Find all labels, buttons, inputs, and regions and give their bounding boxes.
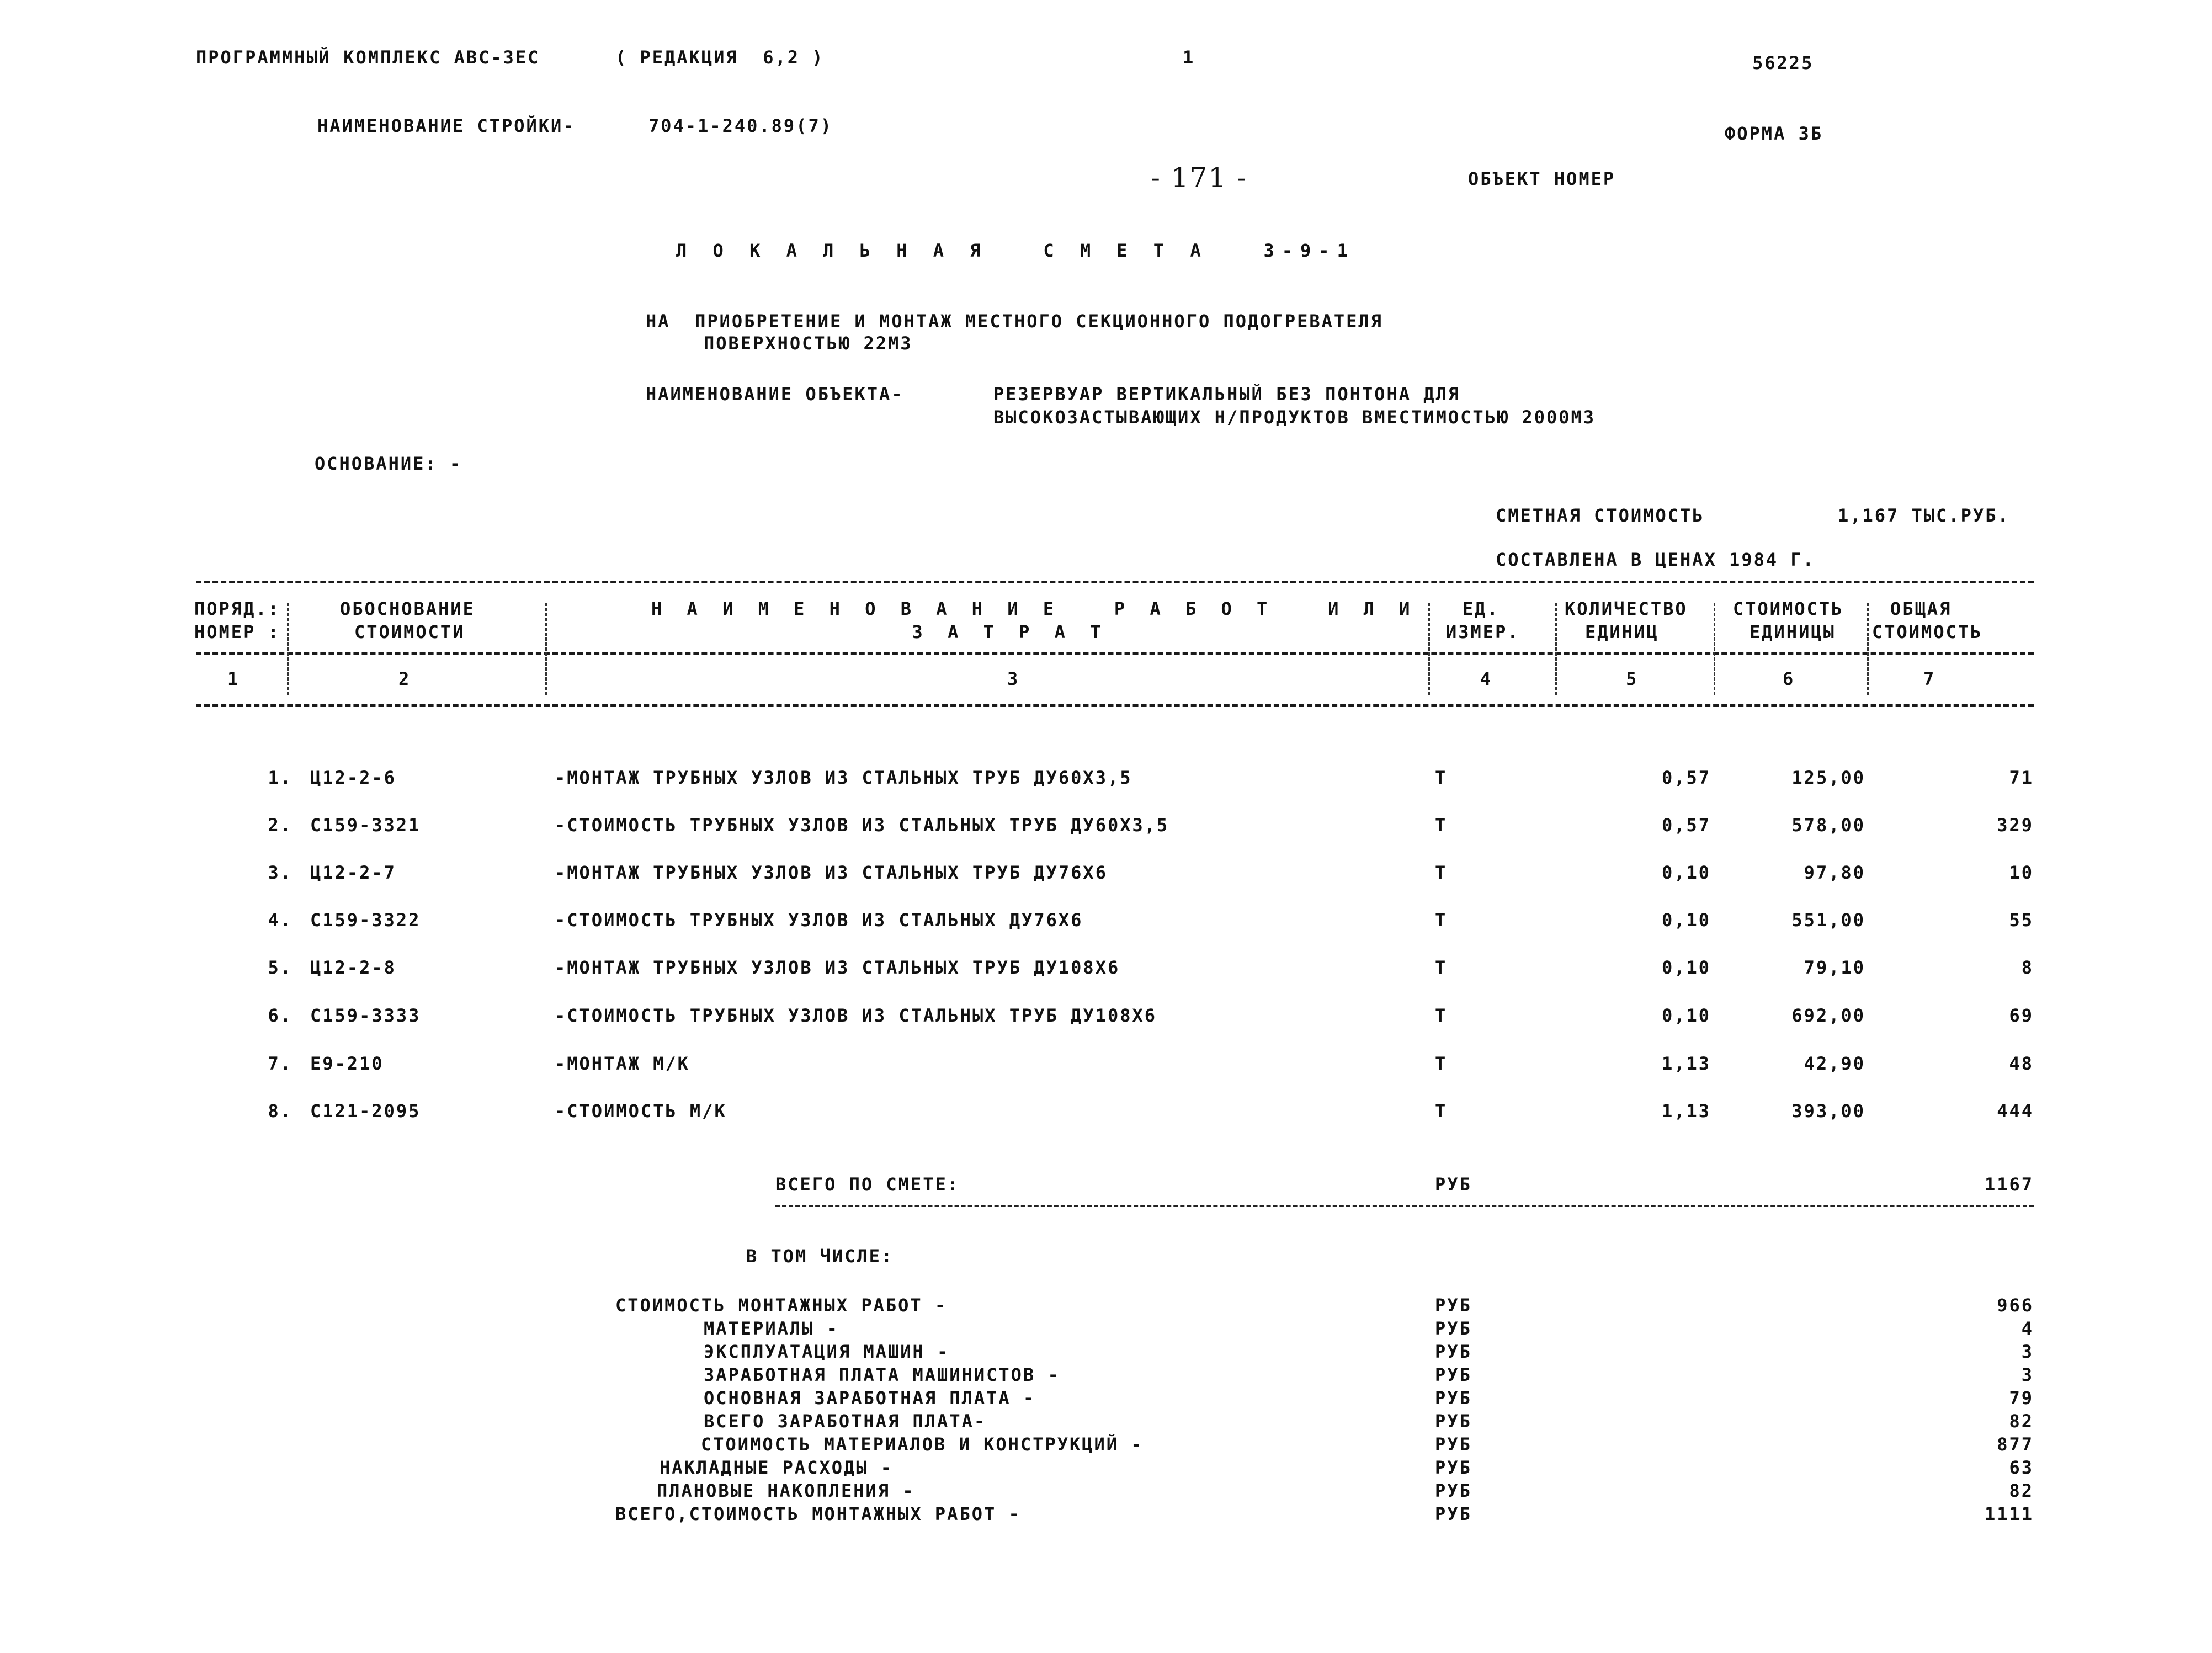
row-unit-price: 551,00 <box>1791 910 1865 931</box>
row-quantity: 0,10 <box>1661 862 1711 883</box>
row-unit: Т <box>1435 957 1448 978</box>
breakdown-unit: РУБ <box>1435 1480 1472 1501</box>
row-name: -СТОИМОСТЬ ТРУБНЫХ УЗЛОВ ИЗ СТАЛЬНЫХ ТРУБ ДУ108Х6 <box>555 1005 1157 1026</box>
header-col-separator <box>1867 603 1869 695</box>
row-unit-price: 125,00 <box>1791 767 1865 788</box>
row-quantity: 0,10 <box>1661 957 1711 978</box>
breakdown-label: НАКЛАДНЫЕ РАСХОДЫ - <box>660 1457 894 1478</box>
header-col-separator <box>1555 603 1557 695</box>
row-unit-price: 692,00 <box>1791 1005 1865 1026</box>
page-number: - 171 - <box>1151 162 1248 194</box>
row-unit: Т <box>1435 815 1448 836</box>
breakdown-unit: РУБ <box>1435 1388 1472 1408</box>
row-unit: Т <box>1435 1101 1448 1122</box>
object-name-line1: РЕЗЕРВУАР ВЕРТИКАЛЬНЫЙ БЕЗ ПОНТОНА ДЛЯ <box>993 384 1461 405</box>
breakdown-unit: РУБ <box>1435 1364 1472 1385</box>
col1-header-line1: ПОРЯД.: <box>194 598 280 619</box>
sheet-number: 1 <box>1183 47 1195 68</box>
estimate-purpose-line2: ПОВЕРХНОСТЬЮ 22М3 <box>704 333 913 354</box>
row-name: -МОНТАЖ ТРУБНЫХ УЗЛОВ ИЗ СТАЛЬНЫХ ТРУБ ДУ76Х6 <box>555 862 1108 883</box>
form-label: ФОРМА 3Б <box>1725 123 1823 144</box>
col3-header-line1: Н А И М Е Н О В А Н И Е Р А Б О Т И Л И <box>651 598 1417 619</box>
col-number-5: 5 <box>1626 668 1639 689</box>
row-quantity: 0,57 <box>1661 815 1711 836</box>
row-total: 10 <box>2009 862 2034 883</box>
estimate-purpose-line1: НА ПРИОБРЕТЕНИЕ И МОНТАЖ МЕСТНОГО СЕКЦИОННОГО ПОДОГРЕВАТЕЛЯ <box>646 311 1383 332</box>
col-number-7: 7 <box>1923 668 1936 689</box>
grand-total-rule <box>775 1205 2034 1207</box>
breakdown-value: 63 <box>2009 1457 2034 1478</box>
breakdown-label: МАТЕРИАЛЫ - <box>704 1318 839 1339</box>
row-unit-price: 97,80 <box>1804 862 1865 883</box>
building-label: НАИМЕНОВАНИЕ СТРОЙКИ- <box>317 115 576 136</box>
row-number: 6. <box>268 1005 293 1026</box>
row-number: 3. <box>268 862 293 883</box>
header-divider-rule <box>196 652 2034 655</box>
breakdown-value: 82 <box>2009 1480 2034 1501</box>
object-number-label: ОБЪЕКТ НОМЕР <box>1468 168 1616 189</box>
row-quantity: 0,57 <box>1661 767 1711 788</box>
row-name: -СТОИМОСТЬ М/К <box>555 1101 727 1122</box>
breakdown-unit: РУБ <box>1435 1295 1472 1316</box>
row-code: С159-3322 <box>310 910 421 931</box>
breakdown-unit: РУБ <box>1435 1411 1472 1432</box>
breakdown-value: 3 <box>2021 1364 2034 1385</box>
header-col-separator <box>287 603 289 695</box>
breakdown-label: ВСЕГО,СТОИМОСТЬ МОНТАЖНЫХ РАБОТ - <box>615 1503 1021 1524</box>
table-top-rule <box>196 581 2034 583</box>
row-total: 8 <box>2021 957 2034 978</box>
object-name-line2: ВЫСОКОЗАСТЫВАЮЩИХ Н/ПРОДУКТОВ ВМЕСТИМОСТЬЮ 2000М3 <box>993 407 1596 428</box>
row-name: -МОНТАЖ ТРУБНЫХ УЗЛОВ ИЗ СТАЛЬНЫХ ТРУБ ДУ108Х6 <box>555 957 1120 978</box>
grand-total-value: 1167 <box>1984 1174 2034 1195</box>
col-number-1: 1 <box>227 668 240 689</box>
row-code: Е9-210 <box>310 1053 384 1074</box>
col5-header-line2: ЕДИНИЦ <box>1585 621 1659 642</box>
breakdown-value: 3 <box>2021 1341 2034 1362</box>
grand-total-label: ВСЕГО ПО СМЕТЕ: <box>775 1174 960 1195</box>
col2-header-line1: ОБОСНОВАНИЕ <box>340 598 475 619</box>
col-number-2: 2 <box>398 668 411 689</box>
row-name: -МОНТАЖ ТРУБНЫХ УЗЛОВ ИЗ СТАЛЬНЫХ ТРУБ ДУ60Х3,5 <box>555 767 1132 788</box>
header-col-separator <box>1714 603 1715 695</box>
row-number: 1. <box>268 767 293 788</box>
price-basis: СОСТАВЛЕНА В ЦЕНАХ 1984 Г. <box>1496 549 1815 570</box>
breakdown-label: ЗАРАБОТНАЯ ПЛАТА МАШИНИСТОВ - <box>704 1364 1060 1385</box>
row-code: Ц12-2-6 <box>310 767 396 788</box>
row-unit: Т <box>1435 1053 1448 1074</box>
row-number: 4. <box>268 910 293 931</box>
grand-total-unit: РУБ <box>1435 1174 1472 1195</box>
row-unit-price: 79,10 <box>1804 957 1865 978</box>
col6-header-line1: СТОИМОСТЬ <box>1733 598 1844 619</box>
col7-header-line1: ОБЩАЯ <box>1890 598 1952 619</box>
breakdown-unit: РУБ <box>1435 1434 1472 1455</box>
breakdown-unit: РУБ <box>1435 1503 1472 1524</box>
row-quantity: 1,13 <box>1661 1101 1711 1122</box>
row-code: Ц12-2-7 <box>310 862 396 883</box>
row-unit: Т <box>1435 1005 1448 1026</box>
row-total: 69 <box>2009 1005 2034 1026</box>
col4-header-line2: ИЗМЕР. <box>1446 621 1520 642</box>
row-unit-price: 393,00 <box>1791 1101 1865 1122</box>
breakdown-label: ВСЕГО ЗАРАБОТНАЯ ПЛАТА- <box>704 1411 987 1432</box>
row-code: Ц12-2-8 <box>310 957 396 978</box>
row-code: С159-3333 <box>310 1005 421 1026</box>
row-total: 329 <box>1997 815 2034 836</box>
header-col-separator <box>545 603 547 695</box>
estimated-cost-label: СМЕТНАЯ СТОИМОСТЬ <box>1496 505 1705 526</box>
program-name: ПРОГРАММНЫЙ КОМПЛЕКС АВС-ЗЕС <box>196 47 540 68</box>
breakdown-unit: РУБ <box>1435 1457 1472 1478</box>
breakdown-value: 4 <box>2021 1318 2034 1339</box>
col7-header-line2: СТОИМОСТЬ <box>1872 621 1983 642</box>
row-quantity: 0,10 <box>1661 1005 1711 1026</box>
col1-header-line2: НОМЕР : <box>194 621 280 642</box>
row-number: 2. <box>268 815 293 836</box>
row-number: 8. <box>268 1101 293 1122</box>
col3-header-line2: З А Т Р А Т <box>912 621 1108 642</box>
breakdown-label: ЭКСПЛУАТАЦИЯ МАШИН - <box>704 1341 950 1362</box>
row-unit: Т <box>1435 910 1448 931</box>
row-unit-price: 42,90 <box>1804 1053 1865 1074</box>
row-quantity: 1,13 <box>1661 1053 1711 1074</box>
row-number: 5. <box>268 957 293 978</box>
breakdown-label: ОСНОВНАЯ ЗАРАБОТНАЯ ПЛАТА - <box>704 1388 1036 1408</box>
col2-header-line2: СТОИМОСТИ <box>354 621 465 642</box>
breakdown-value: 966 <box>1997 1295 2034 1316</box>
basis-label: ОСНОВАНИЕ: - <box>315 453 462 474</box>
estimate-title: Л О К А Л Ь Н А Я С М Е Т А 3-9-1 <box>676 240 1355 261</box>
row-code: С159-3321 <box>310 815 421 836</box>
including-label: В ТОМ ЧИСЛЕ: <box>746 1246 894 1267</box>
col6-header-line2: ЕДИНИЦЫ <box>1750 621 1836 642</box>
row-quantity: 0,10 <box>1661 910 1711 931</box>
breakdown-label: ПЛАНОВЫЕ НАКОПЛЕНИЯ - <box>657 1480 915 1501</box>
program-edition: ( РЕДАКЦИЯ 6,2 ) <box>615 47 825 68</box>
row-total: 48 <box>2009 1053 2034 1074</box>
row-total: 444 <box>1997 1101 2034 1122</box>
row-unit: Т <box>1435 767 1448 788</box>
col5-header-line1: КОЛИЧЕСТВО <box>1565 598 1688 619</box>
col4-header-line1: ЕД. <box>1463 598 1500 619</box>
col-number-3: 3 <box>1007 668 1020 689</box>
row-unit-price: 578,00 <box>1791 815 1865 836</box>
breakdown-value: 79 <box>2009 1388 2034 1408</box>
estimated-cost-value: 1,167 ТЫС.РУБ. <box>1838 505 2010 526</box>
row-total: 55 <box>2009 910 2034 931</box>
building-value: 704-1-240.89(7) <box>648 115 833 136</box>
breakdown-label: СТОИМОСТЬ МАТЕРИАЛОВ И КОНСТРУКЦИЙ - <box>701 1434 1144 1455</box>
breakdown-unit: РУБ <box>1435 1318 1472 1339</box>
document-code: 56225 <box>1752 52 1814 73</box>
breakdown-value: 877 <box>1997 1434 2034 1455</box>
col-number-6: 6 <box>1783 668 1795 689</box>
header-bottom-rule <box>196 704 2034 707</box>
row-name: -СТОИМОСТЬ ТРУБНЫХ УЗЛОВ ИЗ СТАЛЬНЫХ ДУ76Х6 <box>555 910 1083 931</box>
breakdown-unit: РУБ <box>1435 1341 1472 1362</box>
breakdown-value: 82 <box>2009 1411 2034 1432</box>
row-name: -МОНТАЖ М/К <box>555 1053 690 1074</box>
col-number-4: 4 <box>1480 668 1493 689</box>
row-number: 7. <box>268 1053 293 1074</box>
row-name: -СТОИМОСТЬ ТРУБНЫХ УЗЛОВ ИЗ СТАЛЬНЫХ ТРУБ ДУ60Х3,5 <box>555 815 1169 836</box>
row-total: 71 <box>2009 767 2034 788</box>
breakdown-label: СТОИМОСТЬ МОНТАЖНЫХ РАБОТ - <box>615 1295 948 1316</box>
breakdown-value: 1111 <box>1984 1503 2034 1524</box>
row-unit: Т <box>1435 862 1448 883</box>
object-name-label: НАИМЕНОВАНИЕ ОБЪЕКТА- <box>646 384 904 405</box>
row-code: С121-2095 <box>310 1101 421 1122</box>
header-col-separator <box>1428 603 1430 695</box>
